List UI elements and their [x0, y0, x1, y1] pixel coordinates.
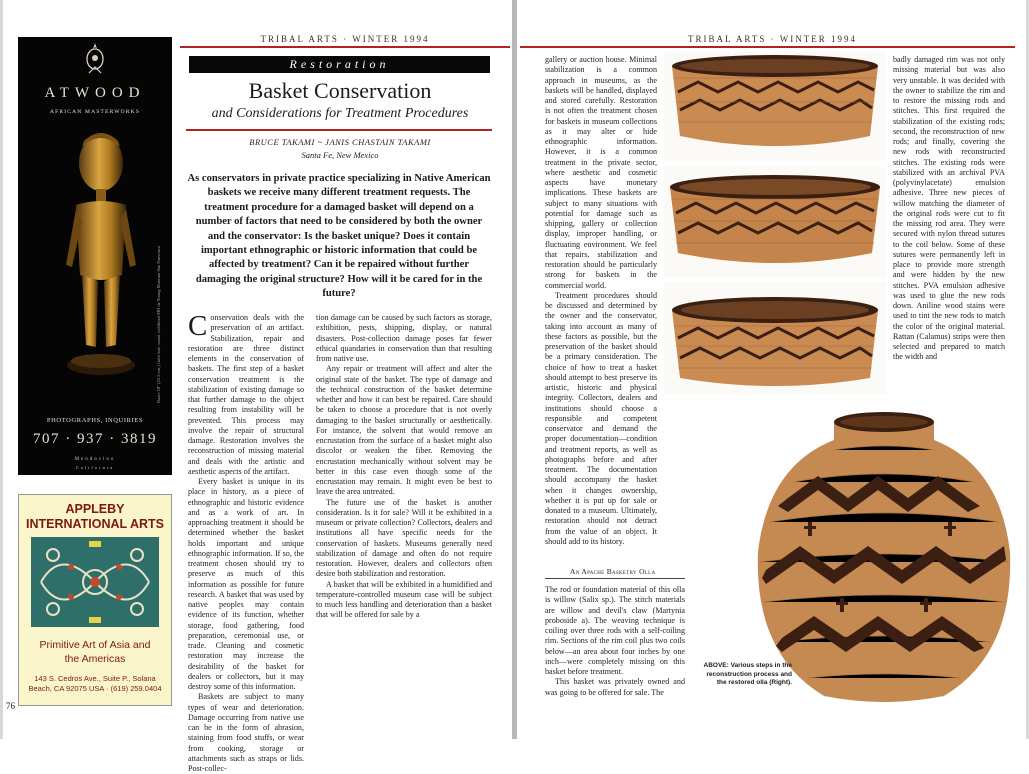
baule-figure-image [46, 125, 156, 387]
appleby-address-line1: 143 S. Cedros Ave., Suite P., Solana [34, 674, 156, 683]
appleby-advertisement [18, 494, 172, 706]
asian-textile-image [31, 537, 159, 627]
body-paragraph: This basket was privately owned and was going to be offered for sale. The [545, 677, 685, 697]
article-title: Basket Conservation [248, 78, 432, 103]
appleby-address [19, 674, 171, 694]
body-column-3 [545, 55, 657, 549]
sidebar-text [545, 585, 685, 707]
body-column-2 [316, 313, 492, 709]
atwood-subtitle: AFRICAN MASTERWORKS [49, 109, 141, 115]
spread-gutter [512, 0, 517, 739]
atwood-location-1: Mendocino [74, 457, 116, 462]
article-authors: BRUCE TAKAMI ~ JANIS CHASTAIN TAKAMI [249, 137, 431, 147]
body-column-1 [188, 310, 304, 773]
appleby-name-line1: APPLEBY [65, 502, 125, 516]
body-paragraph: badly damaged rim was not only missing material but was also very unstable. It was decided with the owner to stabilize the rim and to restore the missing rods and stitches. This first required the stabilization of the existing rods; second, the reconstruction of new rods; and finally, covering the new rods with reconstructed stitches. The existing rods were stabilized with an archival PVA (polyvinylacetate) emulsion adhesive. Three new pieces of willow matching the diameter of the original rods were cut to fit the missing rod area. They were secured with nylon thread sutures to the coil below. Some of these sutures were permanently left in place to provide more strength and were hidden by the new stitches. PVA emulsion adhesive was used to glue the new rods down. Aniline wood stains were used to tint the new rods to match the color of the original material. Rattan (Calamus) strips were then selected and prepared to match the width and [893, 55, 1005, 362]
appleby-tagline-line2: the Americas [64, 653, 126, 665]
atwood-name: ATWOOD [44, 85, 146, 101]
body-paragraph: The rod or foundation material of this olla is willow (Salix sp.). The stitch materials are willow and devil's claw (Martynia proboside a). The weaving technique is coiling over three rods with a self-coiling rim. Sections of the rim coil plus two coils below—an area about four inches by one inch—were completely missing on this basket before treatment. [545, 585, 685, 676]
basket-step-2-photo [664, 167, 886, 277]
photo-caption: ABOVE: Various steps in the reconstruction process and the restored olla (Right). [703, 662, 792, 686]
title-rule [186, 129, 492, 131]
appleby-name [19, 502, 171, 532]
appleby-tagline-line1: Primitive Art of Asia and [39, 639, 151, 651]
body-paragraph: Baskets are subject to many types of wear and deterioration. Damage occurring from native use can be in the form of abrasion, staining from food stuffs, or wear from cooking, storage or attachments such as straps or lids. Post-collec- [188, 692, 304, 773]
atwood-photo-credit: Baule 10" (25.5 cm.) Gold leaf, wood, exhibited MH de Young Museum San Francisco [156, 246, 161, 403]
running-head-rule-left [180, 46, 510, 48]
body-paragraph: gallery or auction house. Minimal stabilization is a common approach in museums, as the baskets will be handled, displayed and stored carefully. Restoration is not often the treatment chosen for baskets in museum collections as it may alter or hide ethnographic information. However, it is a common treatment in the private sector, where aesthetic and cosmetic aspects have monetary implications. These baskets are subject to many situations with potential for damage such as shipping, gallery or collection display, improper handling, or fluctuating environment. We feel that repairs, stabilization and restoration should be particularly strong for baskets in the commercial world. [545, 55, 657, 290]
basket-step-3-photo [664, 282, 886, 394]
atwood-location-2: California [75, 465, 115, 470]
running-head-left: TRIBAL ARTS · WINTER 1994 [260, 34, 430, 44]
running-head-rule-right [520, 46, 1015, 48]
drop-cap: C [188, 310, 208, 342]
body-text: onservation deals with the preservation of an artifact. Stabilization, repair and restoration are three distinct elements in the conservation of baskets. The first step of a basket conservation treatment is the stabilization of existing damage so that further damage to the object resulting from instability will be prevented. This process may involve the repair of structural damage. Restoration involves the reconstruction of missing material and deals with the artistic and aesthetic aspects of the artifact. [188, 313, 304, 476]
atwood-advertisement [18, 37, 172, 475]
body-paragraph: The future use of the basket is another consideration. Is it for sale? Will it be exhibited in a museum or private collection? Collectors, dealers and institutions all have specific needs for the conservation of baskets. Museums generally need stabilization of damage and often do not require restoration. However, dealers and collectors often desire both stabilization and restoration. [316, 497, 492, 579]
section-kicker: Restoration [189, 56, 490, 73]
sidebar-rule [545, 578, 685, 579]
atwood-phone: 707 · 937 · 3819 [33, 431, 157, 447]
atwood-photos-inquiries: PHOTOGRAPHS, INQUIRIES [46, 417, 144, 424]
appleby-name-line2: INTERNATIONAL ARTS [26, 517, 164, 531]
appleby-address-line2: Beach, CA 92075 USA · (619) 259.0404 [28, 684, 162, 693]
body-paragraph: A basket that will be exhibited in a humidified and temperature-controlled museum case will be subject to much less handling and deterioration than a basket that will be offered for sale by a [316, 579, 492, 620]
basket-step-1-photo [664, 52, 886, 160]
body-paragraph: Treatment procedures should be discussed and determined by the owner and the conservator, taking into account as many of these factors as possible, but the preservation of the basket should be a primary consideration. The choice of how to treat a basket should attempt to best preserve its artistic, historic and physical integrity. Collectors, dealers and institutions should choose a responsible and competent conservator and demand the proper documentation—condition and treatment reports, as well as photographs before and after treatment. The documentation should accompany the basket when it changes ownership, whether it is put up for sale or donated to a museum. Ultimately, restoration should not detract from the value of an object. It should add to its history. [545, 290, 657, 546]
appleby-tagline [19, 638, 171, 666]
body-paragraph: tion damage can be caused by such factors as storage, exhibition, pests, shipping, display, or natural disasters. Post-collection damage poses far fewer ethical quandaries in conservation than that resulting from native use. [316, 313, 492, 363]
article-location: Santa Fe, New Mexico [301, 150, 379, 160]
article-subtitle: and Considerations for Treatment Procedures [211, 106, 469, 121]
body-column-4 [893, 55, 1005, 399]
atwood-emblem-icon [83, 43, 107, 77]
sidebar-heading: An Apache Basketry Olla [570, 567, 656, 576]
body-paragraph [188, 310, 304, 477]
body-paragraph: Any repair or treatment will affect and alter the original state of the basket. The type of damage and the technical construction of the basket determine whether and how it can best be repaired. Care should be taken to choose a procedure that is not overly damaging to the basket structurally or aesthetically. For instance, the solvent that would remove an encrustation from the surface of a basket might also discolor or weaken the fiber. Removing the encrustation mechanically without solvent may be better in this case even though some of the encrustation may remain. It might even be best to leave the area untreated. [316, 364, 492, 497]
article-deck: As conservators in private practice specializing in Native American baskets we receive many different treatment requests. The treatment procedure for a damaged basket will depend on a number of factors that need to be considered by both the owner and the conservator: Is the basket unique? Does it contain important ethnographic or historic information that could be affected by treatment? Can it be repaired without further damaging the original structure? How will it be cared for in the future? [187, 173, 491, 300]
page-number-left: 76 [6, 701, 15, 711]
running-head-right: TRIBAL ARTS · WINTER 1994 [688, 34, 857, 44]
body-paragraph: Every basket is unique in its place in history, as a piece of ethnographic and historic evidence and as a work of art. In approaching treatment it should be determined whether the basket holds important and unique ethnographic information. If so, the treatment chosen should try to preserve as much of this information as possible for future research. A basket that was used by native peoples may contain evidence of its function, whether storage, food gathering, food preparation, ceremonial use, or trade. Cleaning and cosmetic restoration may increase the desirability of the basket for dealers or collectors, but it may destroy some of this information. [188, 477, 304, 691]
left-page-edge [0, 0, 3, 739]
